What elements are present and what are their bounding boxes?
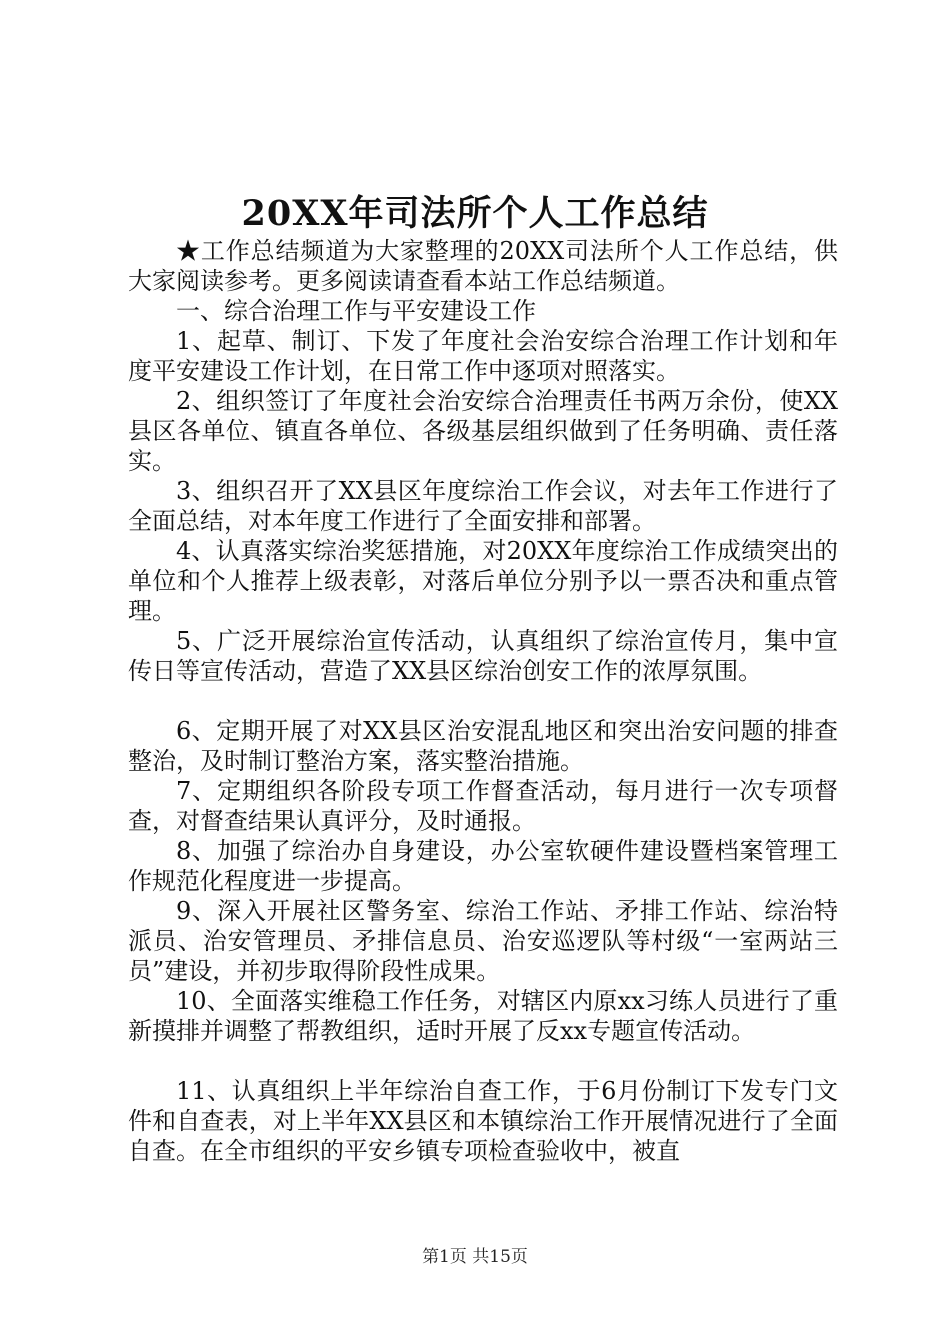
item-paragraph: 6、定期开展了对XX县区治安混乱地区和突出治安问题的排查整治，及时制订整治方案，落实整治措施。 xyxy=(128,717,838,775)
item-paragraph: 2、组织签订了年度社会治安综合治理责任书两万余份，使XX县区各单位、镇直各单位、各级基层组织做到了任务明确、责任落实。 xyxy=(128,387,838,475)
item-paragraph: 3、组织召开了XX县区年度综治工作会议，对去年工作进行了全面总结，对本年度工作进行了全面安排和部署。 xyxy=(128,477,838,535)
item-paragraph: 7、定期组织各阶段专项工作督查活动，每月进行一次专项督查，对督查结果认真评分，及时通报。 xyxy=(128,777,838,835)
document-title: 20XX年司法所个人工作总结 xyxy=(241,193,709,234)
item-paragraph: 5、广泛开展综治宣传活动，认真组织了综治宣传月，集中宣传日等宣传活动，营造了XX县区综治创安工作的浓厚氛围。 xyxy=(128,627,838,685)
item-paragraph: 8、加强了综治办自身建设，办公室软硬件建设暨档案管理工作规范化程度进一步提高。 xyxy=(128,837,838,895)
intro-paragraph: ★工作总结频道为大家整理的20XX司法所个人工作总结，供大家阅读参考。更多阅读请查看本站工作总结频道。 xyxy=(128,237,838,295)
section-heading: 一、综合治理工作与平安建设工作 xyxy=(176,297,536,325)
document-body xyxy=(128,236,838,1166)
item-paragraph: 1、起草、制订、下发了年度社会治安综合治理工作计划和年度平安建设工作计划，在日常工作中逐项对照落实。 xyxy=(128,327,838,385)
item-paragraph: 11、认真组织上半年综治自查工作，于6月份制订下发专门文件和自查表，对上半年XX县区和本镇综治工作开展情况进行了全面自查。在全市组织的平安乡镇专项检查验收中，被直 xyxy=(128,1077,838,1165)
item-paragraph: 4、认真落实综治奖惩措施，对20XX年度综治工作成绩突出的单位和个人推荐上级表彰，对落后单位分别予以一票否决和重点管理。 xyxy=(128,537,838,625)
page-number: 第1页 共15页 xyxy=(422,1247,528,1267)
item-paragraph: 10、全面落实维稳工作任务，对辖区内原xx习练人员进行了重新摸排并调整了帮教组织，适时开展了反xx专题宣传活动。 xyxy=(128,987,838,1045)
item-paragraph: 9、深入开展社区警务室、综治工作站、矛排工作站、综治特派员、治安管理员、矛排信息员、治安巡逻队等村级“一室两站三员”建设，并初步取得阶段性成果。 xyxy=(128,897,838,985)
